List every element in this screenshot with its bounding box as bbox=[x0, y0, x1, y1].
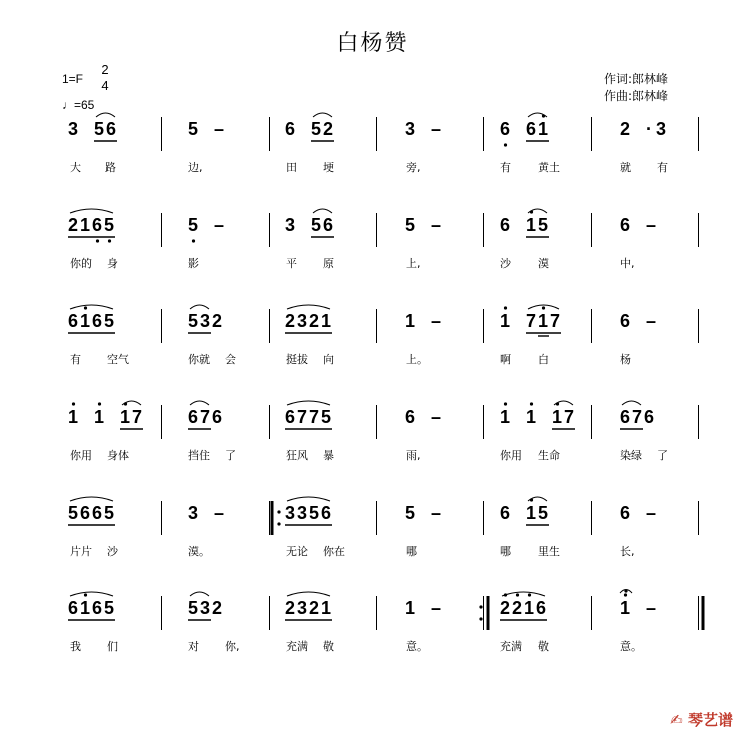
note: 6 bbox=[321, 503, 332, 523]
note: 1 bbox=[405, 598, 416, 618]
note: 6 bbox=[500, 215, 511, 235]
lyric: 身体 bbox=[107, 449, 129, 462]
logo-icon: ✍ bbox=[670, 711, 683, 729]
lyric: 边, bbox=[188, 161, 203, 174]
slur bbox=[96, 113, 115, 117]
note: 2 bbox=[68, 215, 79, 235]
lyric: 们 bbox=[107, 640, 118, 653]
note: 6 bbox=[212, 407, 223, 427]
dash: – bbox=[431, 598, 442, 618]
watermark-text: 琴艺谱 bbox=[687, 711, 733, 729]
repeat-dot bbox=[479, 617, 482, 620]
lyric: 了 bbox=[225, 449, 236, 462]
lyric: 你的 bbox=[70, 257, 92, 270]
note: 1 bbox=[500, 311, 511, 331]
dash: – bbox=[214, 215, 225, 235]
slur bbox=[287, 401, 330, 405]
lyric: 狂风 bbox=[286, 449, 308, 462]
lyric: 你, bbox=[225, 640, 240, 653]
lyric: 你就 bbox=[188, 353, 210, 366]
note: 2 bbox=[285, 598, 296, 618]
lyric: 向 bbox=[323, 353, 334, 366]
note: 6 bbox=[620, 311, 631, 331]
slur bbox=[313, 209, 332, 213]
note: 2 bbox=[285, 311, 296, 331]
slur bbox=[287, 305, 330, 309]
note: 3 bbox=[297, 598, 308, 618]
note: 6 bbox=[285, 119, 296, 139]
note: 3 bbox=[200, 311, 211, 331]
repeat-dot bbox=[479, 605, 482, 608]
octave-high-dot bbox=[504, 402, 507, 405]
slur bbox=[622, 401, 641, 405]
repeat-dot bbox=[277, 522, 280, 525]
note: 2 bbox=[512, 598, 523, 618]
note: 1 bbox=[526, 407, 537, 427]
octave-low-dot bbox=[192, 239, 195, 242]
slur bbox=[70, 592, 113, 596]
composer-credit: 作曲:郎林峰 bbox=[604, 89, 669, 103]
dash: – bbox=[646, 215, 657, 235]
dash: – bbox=[431, 407, 442, 427]
slur bbox=[287, 497, 330, 501]
note: 5 bbox=[311, 215, 322, 235]
octave-high-dot bbox=[542, 306, 545, 309]
lyric: 意。 bbox=[620, 640, 642, 653]
lyric: 旁, bbox=[406, 161, 421, 174]
note: 5 bbox=[321, 407, 332, 427]
note: 2 bbox=[309, 598, 320, 618]
slur bbox=[70, 497, 113, 501]
note: 3 bbox=[297, 503, 308, 523]
lyric: 大 bbox=[70, 161, 81, 174]
note: 5 bbox=[538, 215, 549, 235]
note: 7 bbox=[550, 311, 561, 331]
note: 2 bbox=[309, 311, 320, 331]
slur bbox=[70, 209, 113, 213]
lyric: 影 bbox=[188, 257, 199, 270]
note: 5 bbox=[309, 503, 320, 523]
lyric: 对 bbox=[188, 640, 199, 653]
lyric: 会 bbox=[225, 353, 236, 366]
quarter-note-icon: ♩ bbox=[62, 98, 74, 112]
note: 6 bbox=[536, 598, 547, 618]
lyric: 啊 bbox=[500, 353, 511, 366]
lyric: 黄土 bbox=[538, 161, 560, 174]
note: 7 bbox=[200, 407, 211, 427]
lyric: 漠 bbox=[538, 257, 549, 270]
octave-high-dot bbox=[530, 402, 533, 405]
note: 5 bbox=[188, 119, 199, 139]
note: 1 bbox=[68, 407, 79, 427]
lyric: 意。 bbox=[406, 640, 428, 653]
note: 6 bbox=[620, 215, 631, 235]
note: 3 bbox=[285, 215, 296, 235]
note: 3 bbox=[200, 598, 211, 618]
dash: – bbox=[431, 119, 442, 139]
note: 1 bbox=[500, 407, 511, 427]
key-signature: 1=F bbox=[62, 72, 84, 86]
note: 3 bbox=[68, 119, 79, 139]
note: 1 bbox=[321, 598, 332, 618]
lyric: 雨, bbox=[406, 449, 421, 462]
note: 5 bbox=[94, 119, 105, 139]
octave-high-dot bbox=[98, 402, 101, 405]
octave-high-dot bbox=[504, 306, 507, 309]
dash: – bbox=[431, 311, 442, 331]
note: 1 bbox=[405, 311, 416, 331]
lyric: 田 bbox=[286, 161, 297, 174]
note: 6 bbox=[92, 503, 103, 523]
note: 5 bbox=[104, 598, 115, 618]
lyric: 无论 bbox=[286, 545, 308, 558]
lyric: 路 bbox=[105, 161, 116, 174]
note: 3 bbox=[285, 503, 296, 523]
lyric: 挺拔 bbox=[286, 353, 308, 366]
slur bbox=[287, 592, 330, 596]
note: 7 bbox=[297, 407, 308, 427]
slur bbox=[502, 592, 545, 596]
note: 7 bbox=[132, 407, 143, 427]
note: 6 bbox=[323, 215, 334, 235]
lyric: 上, bbox=[406, 257, 421, 270]
lyric: 中, bbox=[620, 257, 635, 270]
lyric: 身 bbox=[107, 257, 118, 270]
lyric: 染绿 bbox=[620, 449, 642, 462]
note: 6 bbox=[620, 503, 631, 523]
note: 1 bbox=[80, 311, 91, 331]
note: 3 bbox=[656, 119, 667, 139]
note: 5 bbox=[188, 598, 199, 618]
lyric: 有 bbox=[657, 161, 668, 174]
time-signature-top: 2 bbox=[101, 62, 109, 77]
note: 6 bbox=[68, 598, 79, 618]
time-signature-bottom: 4 bbox=[101, 78, 109, 93]
note: 5 bbox=[68, 503, 79, 523]
song-title: 白杨赞 bbox=[336, 31, 409, 56]
note: 6 bbox=[92, 598, 103, 618]
note: 1 bbox=[94, 407, 105, 427]
note: 6 bbox=[68, 311, 79, 331]
fermata-dot bbox=[624, 589, 627, 592]
dash: – bbox=[431, 503, 442, 523]
note: · bbox=[646, 119, 652, 139]
lyricist-credit: 作词:郎林峰 bbox=[604, 72, 669, 86]
note: 1 bbox=[620, 598, 631, 618]
note: 2 bbox=[212, 311, 223, 331]
lyric: 哪 bbox=[500, 545, 511, 558]
note: 7 bbox=[632, 407, 643, 427]
note: 6 bbox=[500, 503, 511, 523]
lyric: 有 bbox=[500, 161, 511, 174]
octave-high-dot bbox=[72, 402, 75, 405]
slur bbox=[190, 592, 209, 596]
note: 3 bbox=[405, 119, 416, 139]
note: 2 bbox=[212, 598, 223, 618]
lyric: 原 bbox=[323, 257, 334, 270]
lyric: 你在 bbox=[323, 545, 345, 558]
note: 5 bbox=[104, 503, 115, 523]
lyric: 平 bbox=[286, 257, 297, 270]
note: 5 bbox=[311, 119, 322, 139]
lyric: 上。 bbox=[406, 353, 428, 366]
lyric: 漠。 bbox=[188, 545, 210, 558]
note: 5 bbox=[104, 215, 115, 235]
lyric: 生命 bbox=[538, 449, 560, 462]
dash: – bbox=[646, 311, 657, 331]
lyric: 暴 bbox=[323, 449, 334, 462]
note: 1 bbox=[80, 215, 91, 235]
octave-high-dot bbox=[84, 306, 87, 309]
lyric: 充满 bbox=[500, 640, 522, 653]
octave-low-dot bbox=[108, 239, 111, 242]
slur bbox=[313, 113, 332, 117]
slur bbox=[190, 305, 209, 309]
octave-high-dot bbox=[624, 593, 627, 596]
note: 6 bbox=[80, 503, 91, 523]
lyric: 了 bbox=[657, 449, 668, 462]
note: 5 bbox=[405, 503, 416, 523]
note: 3 bbox=[297, 311, 308, 331]
note: 1 bbox=[526, 215, 537, 235]
note: 5 bbox=[188, 215, 199, 235]
dash: – bbox=[431, 215, 442, 235]
note: 6 bbox=[106, 119, 117, 139]
lyric: 长, bbox=[620, 545, 635, 558]
lyric: 有 bbox=[70, 353, 81, 366]
lyric: 就 bbox=[620, 161, 631, 174]
dash: – bbox=[214, 503, 225, 523]
note: 1 bbox=[538, 311, 549, 331]
tempo-value: =65 bbox=[74, 98, 95, 112]
note: 1 bbox=[524, 598, 535, 618]
octave-high-dot bbox=[516, 593, 519, 596]
lyric: 挡住 bbox=[188, 449, 210, 462]
lyric: 里生 bbox=[538, 545, 560, 558]
octave-low-dot bbox=[96, 239, 99, 242]
dash: – bbox=[646, 598, 657, 618]
note: 6 bbox=[92, 311, 103, 331]
lyric: 充满 bbox=[286, 640, 308, 653]
slur bbox=[70, 305, 113, 309]
repeat-dot bbox=[277, 510, 280, 513]
note: 5 bbox=[104, 311, 115, 331]
note: 6 bbox=[526, 119, 537, 139]
note: 1 bbox=[538, 119, 549, 139]
note: 2 bbox=[323, 119, 334, 139]
note: 5 bbox=[538, 503, 549, 523]
note: 1 bbox=[80, 598, 91, 618]
note: 7 bbox=[526, 311, 537, 331]
note: 6 bbox=[405, 407, 416, 427]
note: 2 bbox=[500, 598, 511, 618]
note: 5 bbox=[188, 311, 199, 331]
note: 6 bbox=[500, 119, 511, 139]
note: 7 bbox=[564, 407, 575, 427]
note: 6 bbox=[620, 407, 631, 427]
lyric: 我 bbox=[70, 640, 81, 653]
octave-low-dot bbox=[504, 143, 507, 146]
dash: – bbox=[214, 119, 225, 139]
note: 5 bbox=[405, 215, 416, 235]
slur bbox=[190, 401, 209, 405]
note: 6 bbox=[285, 407, 296, 427]
note: 1 bbox=[526, 503, 537, 523]
lyric: 白 bbox=[538, 353, 549, 366]
note: 1 bbox=[120, 407, 131, 427]
lyric: 杨 bbox=[620, 353, 631, 366]
lyric: 片片 bbox=[70, 545, 92, 558]
lyric: 你用 bbox=[500, 449, 522, 462]
note: 1 bbox=[552, 407, 563, 427]
dash: – bbox=[646, 503, 657, 523]
lyric: 哪 bbox=[406, 545, 417, 558]
octave-high-dot bbox=[84, 593, 87, 596]
lyric: 空气 bbox=[107, 353, 129, 366]
lyric: 埂 bbox=[323, 161, 334, 174]
note: 2 bbox=[620, 119, 631, 139]
note: 6 bbox=[188, 407, 199, 427]
note: 3 bbox=[188, 503, 199, 523]
watermark-logo bbox=[670, 709, 733, 730]
note: 1 bbox=[321, 311, 332, 331]
lyric: 你用 bbox=[70, 449, 92, 462]
lyric: 敬 bbox=[323, 640, 334, 653]
lyric: 沙 bbox=[500, 257, 511, 270]
octave-high-dot bbox=[528, 593, 531, 596]
lyric: 敬 bbox=[538, 640, 549, 653]
note: 6 bbox=[644, 407, 655, 427]
note: 7 bbox=[309, 407, 320, 427]
note: 6 bbox=[92, 215, 103, 235]
lyric: 沙 bbox=[107, 545, 118, 558]
